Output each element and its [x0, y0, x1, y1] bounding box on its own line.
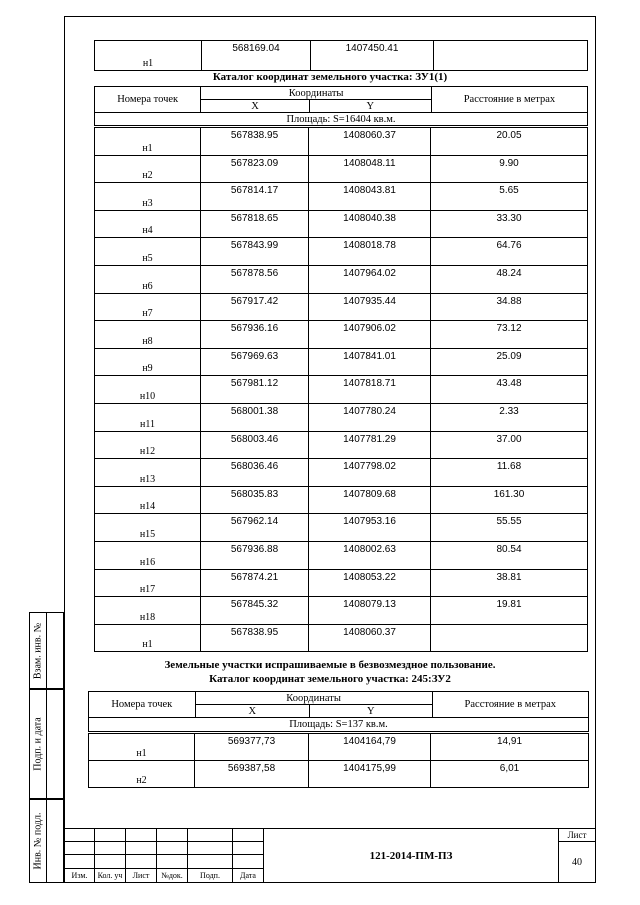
point-cell: н11: [95, 403, 201, 431]
stamp-col-sheet: Лист: [126, 868, 157, 882]
point-cell: н9: [95, 348, 201, 376]
y-cell: 1408048.11: [309, 155, 431, 183]
x-cell: 568169.04: [202, 41, 311, 71]
stamp-col-change: Изм.: [65, 868, 95, 882]
distance-cell: 34.88: [431, 293, 588, 321]
section1-header-table: [94, 86, 588, 126]
table-row: [95, 431, 588, 459]
distance-cell: 43.48: [431, 376, 588, 404]
stamp-col-count: Кол. уч: [95, 868, 126, 882]
header-points: Номера точек: [89, 692, 196, 718]
section2-title-line2: Каталог координат земельного участка: 245:ЗУ2: [209, 673, 451, 685]
side-label-replaced-inv: Взам. инв. №: [32, 622, 44, 679]
header-y: Y: [310, 705, 432, 718]
x-cell: 569387,58: [195, 761, 309, 788]
side-label-inv-orig: Инв. № подл.: [32, 812, 44, 870]
section1-title: Каталог координат земельного участка: ЗУ1(1): [212, 71, 448, 83]
distance-cell: [431, 624, 588, 652]
point-cell: н1: [89, 734, 195, 761]
header-coords: Координаты: [195, 692, 432, 705]
y-cell: 1408018.78: [309, 238, 431, 266]
x-cell: 569377,73: [195, 734, 309, 761]
table-row: [95, 265, 588, 293]
table-row: [95, 514, 588, 542]
sheet-number: 40: [559, 842, 596, 883]
y-cell: 1407818.71: [309, 376, 431, 404]
header-x: X: [201, 100, 309, 113]
y-cell: 1407953.16: [309, 514, 431, 542]
point-cell: н2: [89, 761, 195, 788]
x-cell: 567962.14: [201, 514, 309, 542]
point-cell: н6: [95, 265, 201, 293]
title-block: [64, 828, 596, 883]
header-points: Номера точек: [95, 87, 201, 113]
table-row: [95, 624, 588, 652]
distance-cell: 38.81: [431, 569, 588, 597]
x-cell: 567814.17: [201, 183, 309, 211]
point-cell: н4: [95, 210, 201, 238]
distance-cell: 64.76: [431, 238, 588, 266]
point-cell: н7: [95, 293, 201, 321]
distance-cell: 6,01: [431, 761, 589, 788]
y-cell: 1408043.81: [309, 183, 431, 211]
distance-cell: 9.90: [431, 155, 588, 183]
table-row: [89, 734, 589, 761]
table-row: [95, 293, 588, 321]
table-row: [95, 486, 588, 514]
point-cell: н2: [95, 155, 201, 183]
distance-cell: 73.12: [431, 321, 588, 349]
y-cell: 1408040.38: [309, 210, 431, 238]
point-cell: н18: [95, 597, 201, 625]
point-cell: н14: [95, 486, 201, 514]
y-cell: 1407798.02: [309, 459, 431, 487]
header-distance: Расстояние в метрах: [431, 87, 587, 113]
stamp-col-date: Дата: [233, 868, 264, 882]
table-row: [95, 183, 588, 211]
distance-cell: 80.54: [431, 541, 588, 569]
y-cell: 1404164,79: [309, 734, 431, 761]
y-cell: 1407781.29: [309, 431, 431, 459]
point-cell: н1: [95, 624, 201, 652]
point-cell: н17: [95, 569, 201, 597]
table-row: [95, 541, 588, 569]
side-stamp-replaced-inv: [29, 612, 64, 689]
point-cell: н1: [95, 41, 202, 71]
x-cell: 568001.38: [201, 403, 309, 431]
stamp-col-sign: Подп.: [188, 868, 233, 882]
section2-title-line1: Земельные участки испрашиваемые в безвозмездное пользование.: [164, 659, 496, 671]
x-cell: 567878.56: [201, 265, 309, 293]
stamp-col-docnum: №док.: [157, 868, 188, 882]
distance-cell: 5.65: [431, 183, 588, 211]
x-cell: 567838.95: [201, 128, 309, 156]
side-stamp-sign-date: [29, 689, 64, 799]
y-cell: 1408060.37: [309, 624, 431, 652]
table-row: [95, 348, 588, 376]
header-distance: Расстояние в метрах: [432, 692, 588, 718]
distance-cell: 14,91: [431, 734, 589, 761]
distance-cell: 48.24: [431, 265, 588, 293]
side-label-sign-date: Подп. и дата: [32, 717, 44, 771]
section2-header-table: [88, 691, 589, 732]
distance-cell: 11.68: [431, 459, 588, 487]
x-cell: 567936.88: [201, 541, 309, 569]
y-cell: 1408002.63: [309, 541, 431, 569]
x-cell: 567936.16: [201, 321, 309, 349]
distance-cell: 55.55: [431, 514, 588, 542]
point-cell: н15: [95, 514, 201, 542]
y-cell: 1407841.01: [309, 348, 431, 376]
y-cell: 1408053.22: [309, 569, 431, 597]
side-stamp-inv-orig: [29, 799, 64, 883]
header-x: X: [195, 705, 310, 718]
sheet-label: Лист: [559, 829, 596, 842]
point-cell: н12: [95, 431, 201, 459]
y-cell: 1407809.68: [309, 486, 431, 514]
y-cell: 1408060.37: [309, 128, 431, 156]
table-row: [95, 238, 588, 266]
distance-cell: 37.00: [431, 431, 588, 459]
x-cell: 567917.42: [201, 293, 309, 321]
table-row: [95, 597, 588, 625]
table-row: [95, 321, 588, 349]
point-cell: н10: [95, 376, 201, 404]
x-cell: 567823.09: [201, 155, 309, 183]
point-cell: н8: [95, 321, 201, 349]
point-cell: н16: [95, 541, 201, 569]
x-cell: 567981.12: [201, 376, 309, 404]
top-continuation-table: [94, 40, 588, 71]
table-row: [95, 41, 588, 71]
y-cell: 1408079.13: [309, 597, 431, 625]
table-row: [95, 376, 588, 404]
table-row: [95, 403, 588, 431]
x-cell: 568035.83: [201, 486, 309, 514]
x-cell: 567818.65: [201, 210, 309, 238]
table-row: [95, 155, 588, 183]
section1-coords-table: [94, 127, 588, 652]
y-cell: 1407780.24: [309, 403, 431, 431]
x-cell: 567874.21: [201, 569, 309, 597]
y-cell: 1407964.02: [309, 265, 431, 293]
point-cell: н3: [95, 183, 201, 211]
y-cell: 1407450.41: [311, 41, 434, 71]
distance-cell: 33.30: [431, 210, 588, 238]
table-row: [89, 761, 589, 788]
x-cell: 567838.95: [201, 624, 309, 652]
table-row: [95, 210, 588, 238]
distance-cell: 2.33: [431, 403, 588, 431]
distance-cell: 19.81: [431, 597, 588, 625]
x-cell: 568003.46: [201, 431, 309, 459]
y-cell: 1407906.02: [309, 321, 431, 349]
x-cell: 567843.99: [201, 238, 309, 266]
table-row: [95, 128, 588, 156]
point-cell: н1: [95, 128, 201, 156]
area-row: Площадь: S=16404 кв.м.: [95, 113, 588, 126]
y-cell: 1407935.44: [309, 293, 431, 321]
distance-cell: 20.05: [431, 128, 588, 156]
header-coords: Координаты: [201, 87, 432, 100]
table-row: [95, 569, 588, 597]
table-row: [95, 459, 588, 487]
distance-cell: 25.09: [431, 348, 588, 376]
x-cell: 568036.46: [201, 459, 309, 487]
x-cell: 567845.32: [201, 597, 309, 625]
y-cell: 1404175,99: [309, 761, 431, 788]
point-cell: н5: [95, 238, 201, 266]
section2-coords-table: [88, 733, 589, 788]
area-row: Площадь: S=137 кв.м.: [89, 718, 589, 732]
distance-cell: [434, 41, 588, 71]
header-y: Y: [309, 100, 431, 113]
point-cell: н13: [95, 459, 201, 487]
document-code: 121-2014-ПМ-ПЗ: [264, 829, 559, 883]
x-cell: 567969.63: [201, 348, 309, 376]
distance-cell: 161.30: [431, 486, 588, 514]
